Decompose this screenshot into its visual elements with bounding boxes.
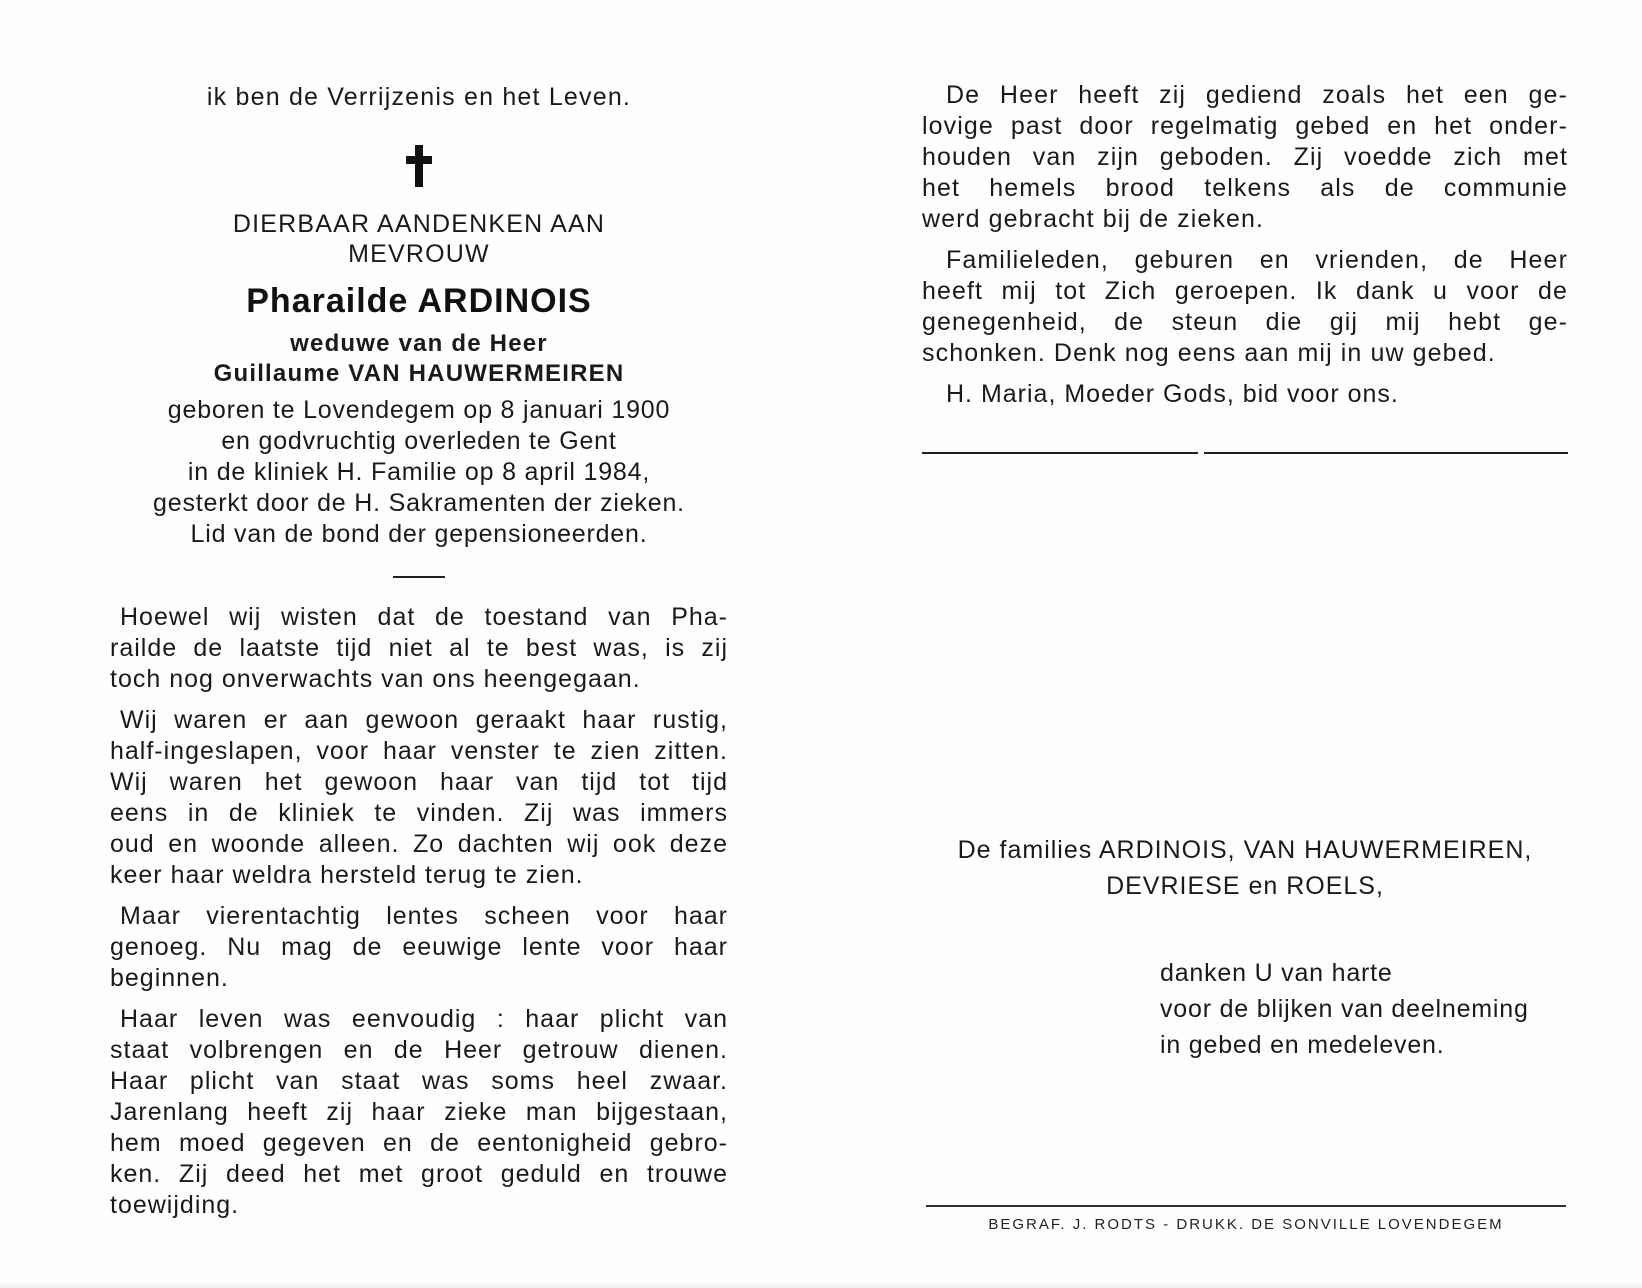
paragraph [110, 705, 728, 891]
paragraph-line: Jarenlang heeft zij haar zieke man bijgestaan, [110, 1098, 728, 1126]
paragraph-line: half-ingeslapen, voor haar venster te zien zitten. [110, 737, 728, 765]
thanks-line: voor de blijken van deelneming [1160, 995, 1529, 1023]
paragraph-line: railde de laatste tijd niet al te best was, is zij [110, 634, 728, 662]
right-paragraphs [922, 80, 1568, 369]
spouse-name: Guillaume VAN HAUWERMEIREN [213, 360, 625, 387]
paragraph-line: Wij waren er aan gewoon geraakt haar rustig, [120, 706, 728, 734]
paragraph-line: hem moed gegeven en de eentonigheid gebro- [110, 1129, 728, 1157]
thanks-line: in gebed en medeleven. [1160, 1031, 1445, 1059]
families-block [922, 832, 1568, 904]
header-line-2: MEVROUW [348, 240, 490, 268]
bio-line: Lid van de bond der gepensioneerden. [190, 520, 648, 548]
bio-line: geboren te Lovendegem op 8 januari 1900 [167, 396, 671, 424]
divider [393, 576, 445, 578]
paragraph-line: lovige past door regelmatig gebed en het onder- [922, 112, 1568, 140]
paragraph-line: staat volbrengen en de Heer getrouw dienen. [110, 1036, 728, 1064]
deceased-name: Pharailde ARDINOIS [246, 282, 592, 320]
bio-line: in de kliniek H. Familie op 8 april 1984, [187, 458, 651, 486]
right-panel [922, 80, 1568, 410]
bio-line: gesterkt door de H. Sakramenten der zieken. [153, 489, 685, 517]
paragraph-line: Hoewel wij wisten dat de toestand van Pha- [120, 603, 728, 631]
printer-credit: BEGRAF. J. RODTS - DRUKK. DE SONVILLE LOVENDEGEM [988, 1216, 1504, 1233]
paragraph-line: eens in de kliniek te vinden. Zij was immers [110, 799, 728, 827]
paragraph-line: heeft mij tot Zich geroepen. Ik dank u voor de [922, 277, 1568, 305]
prayer-line: H. Maria, Moeder Gods, bid voor ons. [946, 380, 1399, 408]
paragraph-line: toewijding. [110, 1191, 240, 1219]
footer-divider [926, 1205, 1566, 1207]
paragraph-line: genegenheid, de steun die gij mij hebt ge- [922, 308, 1568, 336]
left-paragraphs [110, 602, 728, 1221]
paragraph [922, 80, 1568, 235]
paragraph-line: werd gebracht bij de zieken. [922, 205, 1265, 233]
header-line-1: DIERBAAR AANDENKEN AAN [232, 210, 606, 238]
paragraph-line: houden van zijn geboden. Zij voedde zich met [922, 143, 1568, 171]
paragraph [922, 245, 1568, 369]
paragraph-line: Haar leven was eenvoudig : haar plicht van [120, 1005, 728, 1033]
paragraph-line: schonken. Denk nog eens aan mij in uw gebed. [922, 339, 1496, 367]
paragraph-line: keer haar weldra hersteld terug te zien. [110, 861, 584, 889]
double-divider [922, 452, 1568, 454]
widow-line-1: weduwe van de Heer [290, 330, 548, 357]
card-edge [0, 1282, 1642, 1288]
thanks-line: danken U van harte [1160, 959, 1393, 987]
paragraph-line: Haar plicht van staat was soms heel zwaar. [110, 1067, 728, 1095]
thanks-block [1160, 955, 1529, 1063]
paragraph-line: oud en woonde alleen. Zo dachten wij ook deze [110, 830, 728, 858]
paragraph-line: het hemels brood telkens als de communie [922, 174, 1568, 202]
paragraph-line: genoeg. Nu mag de eeuwige lente voor haar [110, 933, 728, 961]
paragraph [110, 602, 728, 695]
bio-block [110, 395, 728, 550]
cross-icon [406, 145, 432, 187]
paragraph-line: De Heer heeft zij gediend zoals het een ge- [946, 81, 1568, 109]
bio-line: en godvruchtig overleden te Gent [221, 427, 617, 455]
paragraph-line: Familieleden, geburen en vrienden, de Heer [946, 246, 1568, 274]
paragraph-line: Wij waren het gewoon haar van tijd tot tijd [110, 768, 728, 796]
families-line-2: DEVRIESE en ROELS, [1106, 872, 1384, 900]
left-panel [110, 80, 728, 1231]
paragraph-line: Maar vierentachtig lentes scheen voor haar [120, 902, 728, 930]
paragraph-line: beginnen. [110, 964, 229, 992]
paragraph [110, 901, 728, 994]
motto: ik ben de Verrijzenis en het Leven. [206, 83, 632, 111]
paragraph-line: ken. Zij deed het met groot geduld en trouwe [110, 1160, 728, 1188]
families-line-1: De families ARDINOIS, VAN HAUWERMEIREN, [957, 836, 1533, 864]
paragraph-line: toch nog onverwachts van ons heengegaan. [110, 665, 641, 693]
paragraph [110, 1004, 728, 1221]
